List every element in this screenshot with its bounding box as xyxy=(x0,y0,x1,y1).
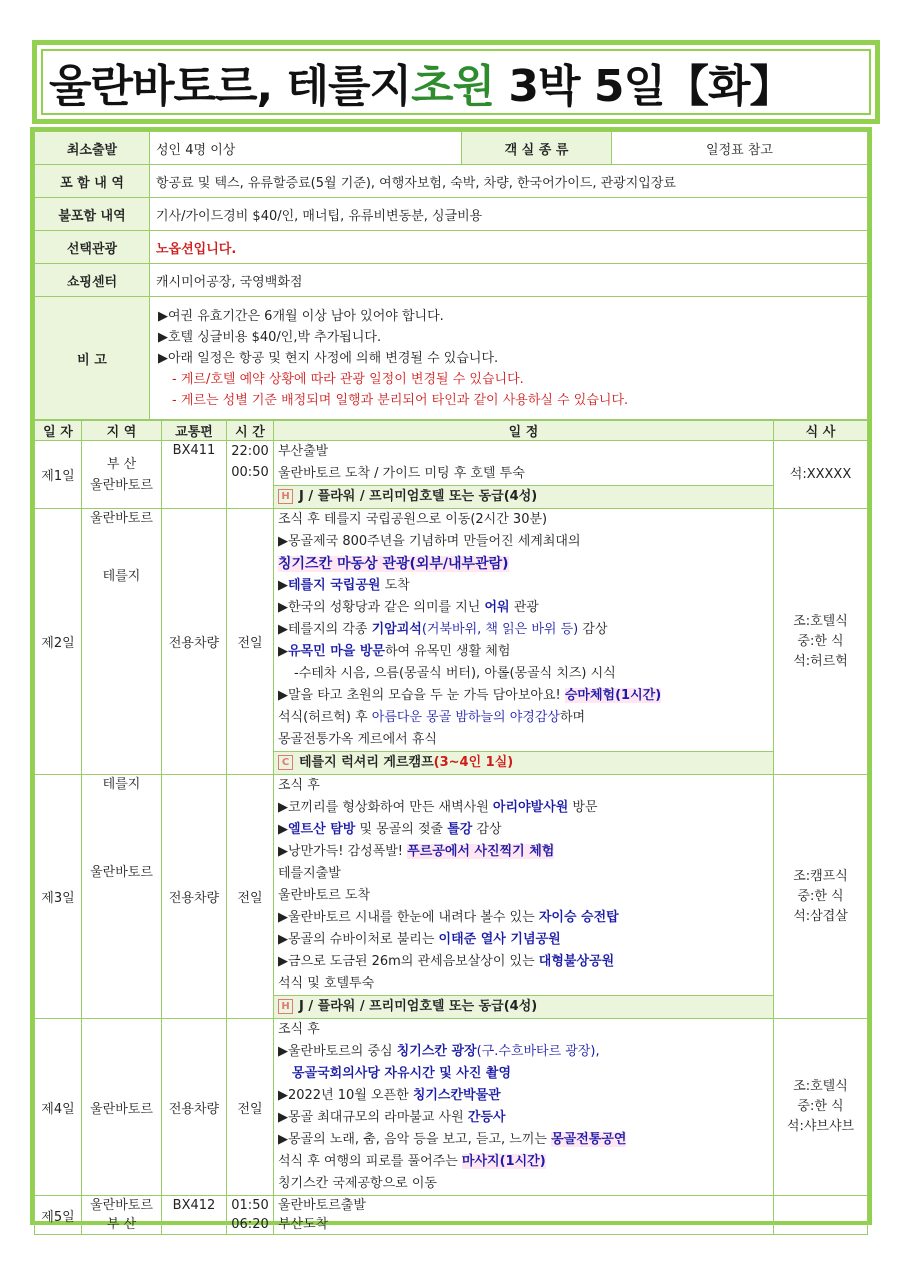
day-label: 제1일 xyxy=(35,441,82,509)
day-schedule: 울란바토르출발 부산도착 xyxy=(274,1196,774,1235)
day-row-1 xyxy=(35,441,868,509)
day-time: 22:00 00:50 xyxy=(227,441,274,509)
day-schedule: 조식 후 테를지 국립공원으로 이동(2시간 30분) ▶몽골제국 800주년을 기념하며 만들어진 세계최대의 칭기즈칸 마동상 관광(외부/내부관람) ▶테를지 국립공원 도착 ▶한국의 성황당과 같은 의미를 지닌 어워 관광 ▶테를지의 각종 기암괴석(거북바위, 책 읽은 바위 등) 감상 ▶유목민 마을 방문하여 유목민 생활 체험 -수테차 시음, 으름(몽골식 버터), 아롤(몽골식 치즈) 시식 ▶말을 타고 초원의 모습을 두 눈 가득 담아보아요! 승마체험(1시간) 석식(허르헉) 후 아름다운 몽골 밤하늘의 야경감상하며 몽골전통가옥 게르에서 휴식 C 테를지 럭셔리 게르캠프(3~4인 1실) xyxy=(274,509,774,775)
day-label: 제5일 xyxy=(35,1196,82,1235)
remark-line: ▶여권 유효기간은 6개월 이상 남아 있어야 합니다. xyxy=(158,308,444,324)
excluded-label: 불포함 내역 xyxy=(35,198,150,231)
day-transport: BX412 xyxy=(162,1196,227,1235)
header-transport: 교통편 xyxy=(162,421,227,441)
hotel-icon: H xyxy=(278,489,293,504)
day-transport: 전용차량 xyxy=(162,509,227,775)
day-row-5 xyxy=(35,1196,868,1235)
day-meal: 조:호텔식 중:한 식 석:허르헉 xyxy=(774,509,868,775)
day-meal: 석:XXXXX xyxy=(774,441,868,509)
shopping-value: 캐시미어공장, 국영백화점 xyxy=(150,264,868,297)
header-time: 시 간 xyxy=(227,421,274,441)
remarks-label: 비 고 xyxy=(35,297,150,420)
itinerary-sheet xyxy=(30,127,872,1232)
included-value: 항공료 및 텍스, 유류할증료(5월 기준), 여행자보험, 숙박, 차량, 한국어가이드, 관광지입장료 xyxy=(150,165,868,198)
schedule-table xyxy=(34,420,868,1235)
day-region: 테를지 울란바토르 xyxy=(82,775,162,1019)
day-schedule: 조식 후 ▶울란바토르의 중심 칭기스칸 광장(구.수흐바타르 광장), 몽골국회의사당 자유시간 및 사진 촬영 ▶2022년 10월 오픈한 칭기스칸박물관 ▶몽골 최대규모의 라마불교 사원 간등사 ▶몽골의 노래, 춤, 음악 등을 보고, 듣고, 느끼는 몽골전통공연 석식 후 여행의 피로를 풀어주는 마사지(1시간) 칭기스칸 국제공항으로 이동 xyxy=(274,1019,774,1196)
day-time: 01:50 06:20 xyxy=(227,1196,274,1235)
page-title: 울란바토르, 테를지초원 3박 5일【화】 xyxy=(49,61,793,112)
day-transport: 전용차량 xyxy=(162,775,227,1019)
day-schedule: 조식 후 ▶코끼리를 형상화하여 만든 새벽사원 아리야발사원 방문 ▶엘트산 탐방 및 몽골의 젖줄 톨강 감상 ▶낭만가득! 감성폭발! 푸르공에서 사진찍기 체험 테를지출발 울란바토르 도착 ▶울란바토르 시내를 한눈에 내려다 볼수 있는 자이승 승전탑 ▶몽골의 슈바이처로 불리는 이태준 열사 기념공원 ▶금으로 도금된 26m의 관세음보살상이 있는 대형불상공원 석식 및 호텔투숙 H J / 플라워 / 프리미엄호텔 또는 동급(4성) xyxy=(274,775,774,1019)
day-meal: 조:호텔식 중:한 식 석:샤브샤브 xyxy=(774,1019,868,1196)
camp-icon: C xyxy=(278,755,293,770)
hotel-line: C 테를지 럭셔리 게르캠프(3~4인 1실) xyxy=(274,751,773,774)
optional-tour-label: 선택관광 xyxy=(35,231,150,264)
shopping-label: 쇼핑센터 xyxy=(35,264,150,297)
day-time: 전일 xyxy=(227,775,274,1019)
info-table xyxy=(34,131,868,420)
min-departure-label: 최소출발 xyxy=(35,132,150,165)
remark-line-red: - 게르는 성별 기준 배정되며 일행과 분리되어 타인과 같이 사용하실 수 있습니다. xyxy=(172,392,629,408)
header-region: 지 역 xyxy=(82,421,162,441)
day-time: 전일 xyxy=(227,509,274,775)
day-row-2 xyxy=(35,509,868,775)
optional-tour-value: 노옵션입니다. xyxy=(150,231,868,264)
day-row-3 xyxy=(35,775,868,1019)
title-box xyxy=(32,40,880,124)
day-region: 울란바토르 xyxy=(82,1019,162,1196)
room-type-label: 객 실 종 류 xyxy=(462,132,612,165)
day-time: 전일 xyxy=(227,1019,274,1196)
min-departure-value: 성인 4명 이상 xyxy=(150,132,462,165)
hotel-icon: H xyxy=(278,999,293,1014)
day-label: 제4일 xyxy=(35,1019,82,1196)
hotel-line: H J / 플라워 / 프리미엄호텔 또는 동급(4성) xyxy=(274,485,773,508)
room-type-value: 일정표 참고 xyxy=(612,132,868,165)
day-region: 울란바토르 부 산 xyxy=(82,1196,162,1235)
day-label: 제2일 xyxy=(35,509,82,775)
day-schedule: 부산출발 울란바토르 도착 / 가이드 미팅 후 호텔 투숙 H J / 플라워 / 프리미엄호텔 또는 동급(4성) xyxy=(274,441,774,509)
remark-line-red: - 게르/호텔 예약 상황에 따라 관광 일정이 변경될 수 있습니다. xyxy=(172,371,524,387)
included-label: 포 함 내 역 xyxy=(35,165,150,198)
day-label: 제3일 xyxy=(35,775,82,1019)
excluded-value: 기사/가이드경비 $40/인, 매너팁, 유류비변동분, 싱글비용 xyxy=(150,198,868,231)
header-schedule: 일 정 xyxy=(274,421,774,441)
day-region: 부 산 울란바토르 xyxy=(82,441,162,509)
day-row-4 xyxy=(35,1019,868,1196)
remarks-body xyxy=(150,297,868,420)
remark-line: ▶호텔 싱글비용 $40/인,박 추가됩니다. xyxy=(158,329,382,345)
remark-line: ▶아래 일정은 항공 및 현지 사정에 의해 변경될 수 있습니다. xyxy=(158,350,499,366)
day-transport: BX411 xyxy=(162,441,227,509)
day-meal: 조:캠프식 중:한 식 석:삼겹살 xyxy=(774,775,868,1019)
day-region: 울란바토르 테를지 xyxy=(82,509,162,775)
day-meal xyxy=(774,1196,868,1235)
header-meal: 식 사 xyxy=(774,421,868,441)
day-transport: 전용차량 xyxy=(162,1019,227,1196)
hotel-line: H J / 플라워 / 프리미엄호텔 또는 동급(4성) xyxy=(274,995,773,1018)
header-day: 일 자 xyxy=(35,421,82,441)
